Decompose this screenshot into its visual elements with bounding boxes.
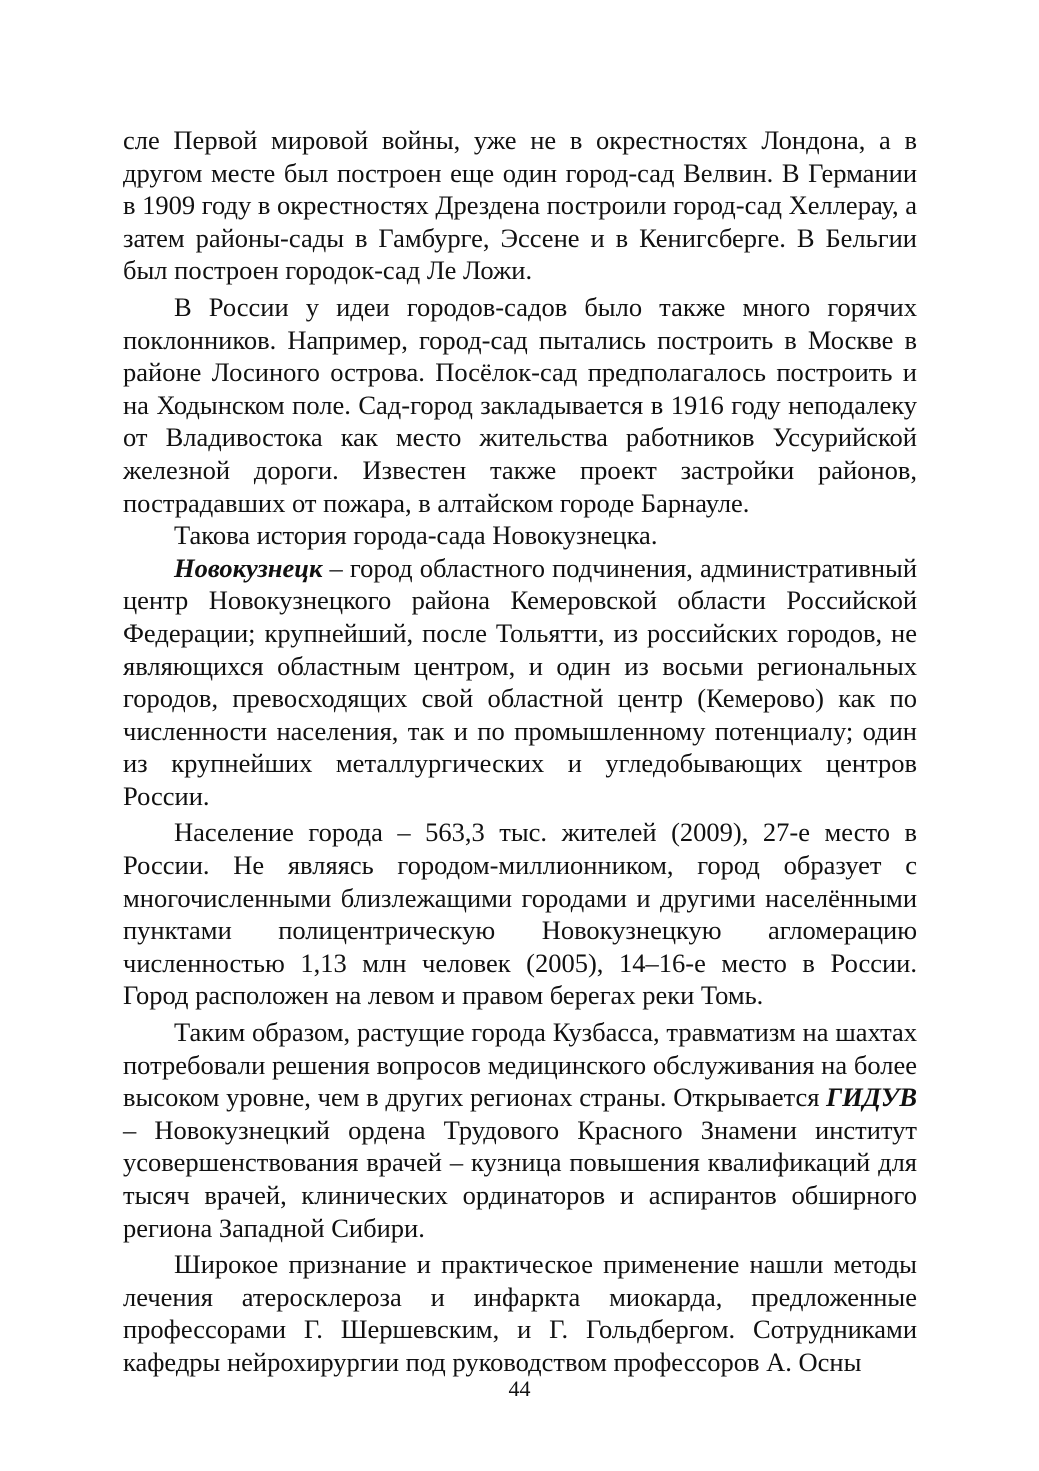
paragraph-5: Население города – 563,3 тыс. жителей (2009), 27-е место в России. Не являясь городом-миллионником, город образует с многочисленными близлежащими городами и другими населёнными пунктами полицентрическую Новокузнецкую агломерацию численностью 1,13 млн человек (2005), 14–16-е место в России. Город расположен на левом и правом берегах реки Томь. — [123, 817, 917, 1011]
paragraph-6 — [123, 1016, 917, 1244]
paragraph-6-text-before: Таким образом, растущие города Кузбасса, травматизм на шахтах потребовали решения вопросов медицинского обслуживания на более высоком уровне, чем в других регионах страны. Открывается — [123, 1017, 917, 1113]
paragraph-7: Широкое признание и практическое применение нашли методы лечения атеросклероза и инфаркта миокарда, предложенные профессорами Г. Шершевским, и Г. Гольдбергом. Сотрудниками кафедры нейрохирургии под руководством профессоров А. Осны — [123, 1249, 917, 1377]
page-body — [123, 124, 917, 1379]
page-number: 44 — [508, 1376, 531, 1401]
term-giduv: ГИДУВ — [826, 1082, 917, 1113]
paragraph-1: сле Первой мировой войны, уже не в окрестностях Лондона, а в другом месте был построен еще один город-сад Велвин. В Германии в 1909 году в окрестностях Дрездена построили город-сад Хеллерау, а затем районы-сады в Гамбурге, Эссене и в Кенигсберге. В Бельгии был построен городок-сад Ле Ложи. — [123, 125, 917, 286]
paragraph-4 — [123, 552, 917, 813]
term-novokuznetsk: Новокузнецк — [174, 552, 323, 583]
paragraph-3: Такова история города-сада Новокузнецка. — [174, 520, 658, 551]
paragraph-2: В России у идеи городов-садов было также много горячих поклонников. Например, город-сад пытались построить в Москве в районе Лосиного острова. Посёлок-сад предполагалось построить и на Ходынском поле. Сад-город закладывается в 1916 году неподалеку от Владивостока как место жительства работников Уссурийской железной дороги. Известен также проект застройки районов, пострадавших от пожара, в алтайском городе Барнауле. — [123, 291, 917, 518]
paragraph-4-text: – город областного подчинения, административный центр Новокузнецкого района Кемеровской области Российской Федерации; крупнейший, после Тольятти, из российских городов, не являющихся областным центром, и один из восьми региональных городов, превосходящих свой областной центр (Кемерово) как по численности населения, так и по промышленному потенциалу; один из крупнейших металлургических и угледобывающих центров России. — [123, 552, 917, 811]
paragraph-6-text-after: – Новокузнецкий ордена Трудового Красного Знамени институт усовершенствования врачей – кузница повышения квалификаций для тысяч врачей, клинических ординаторов и аспирантов обширного региона Западной Сибири. — [123, 1114, 917, 1243]
